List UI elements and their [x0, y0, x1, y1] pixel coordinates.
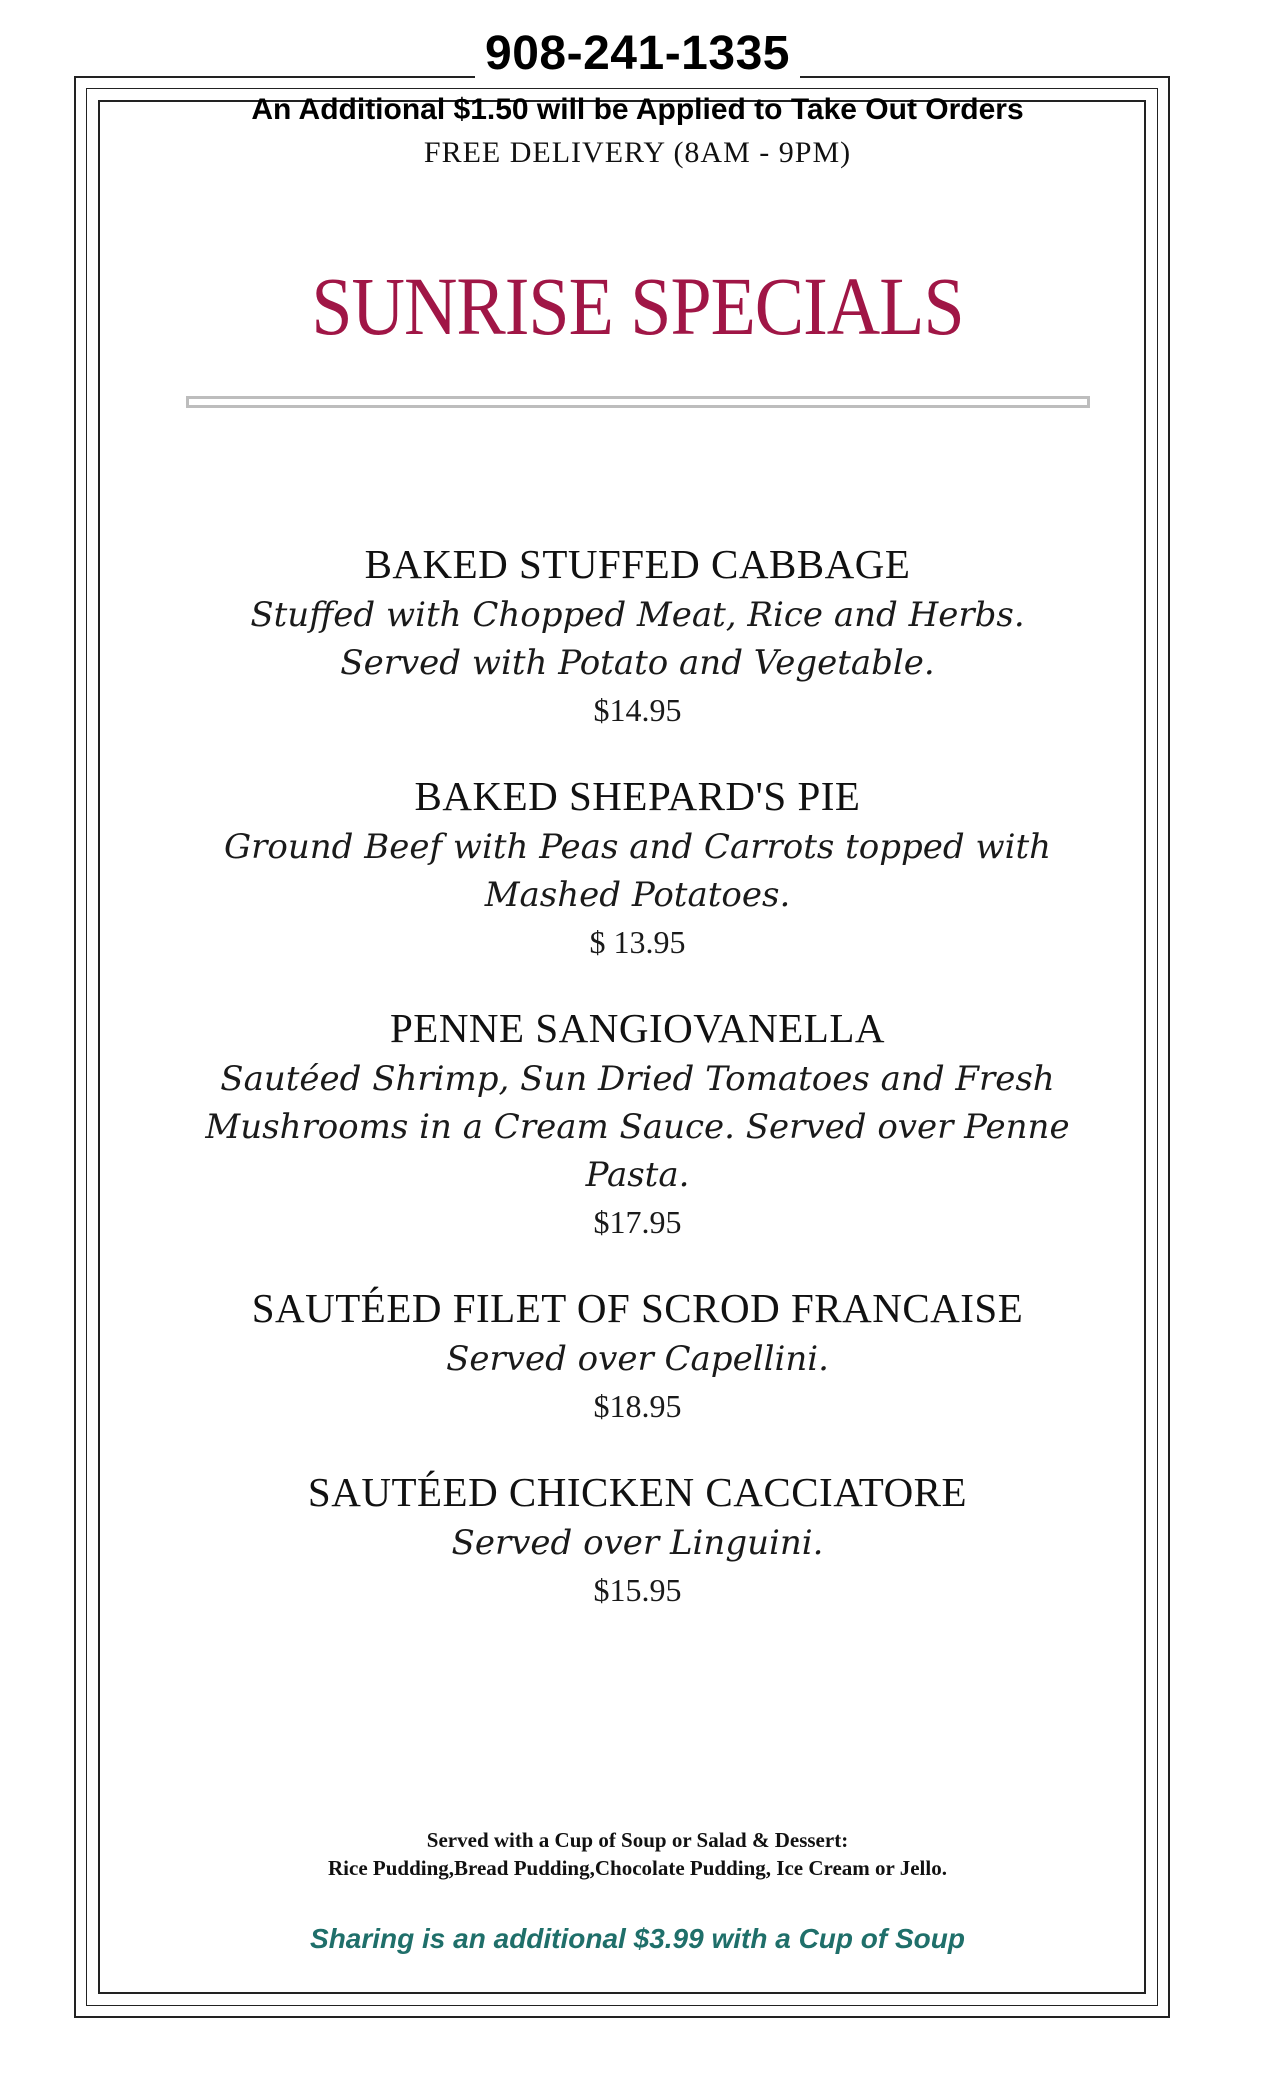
- item-description: Stuffed with Chopped Meat, Rice and Herbs. Served with Potato and Vegetable.: [250, 595, 1025, 683]
- menu-item: [170, 1281, 1105, 1429]
- item-price: $15.95: [593, 1572, 682, 1608]
- item-name: BAKED SHEPARD'S PIE: [414, 773, 861, 819]
- takeout-notice: An Additional $1.50 will be Applied to Take Out Orders: [251, 93, 1024, 126]
- menu-item: [170, 769, 1105, 965]
- divider-rule: [186, 396, 1090, 408]
- item-name: SAUTÉED CHICKEN CACCIATORE: [307, 1469, 968, 1515]
- served-with-note: [0, 1826, 1275, 1882]
- item-description: Ground Beef with Peas and Carrots topped with Mashed Potatoes.: [223, 827, 1052, 915]
- sharing-note: Sharing is an additional $3.99 with a Cup of Soup: [310, 1923, 965, 1954]
- item-price: $18.95: [593, 1388, 682, 1424]
- item-name: BAKED STUFFED CABBAGE: [364, 541, 911, 587]
- menu-items: [170, 537, 1105, 1649]
- item-name: SAUTÉED FILET OF SCROD FRANCAISE: [251, 1285, 1024, 1331]
- phone-number-text: 908-241-1335: [475, 27, 800, 80]
- menu-item: [170, 537, 1105, 733]
- item-description: Served over Capellini.: [446, 1339, 829, 1379]
- phone-number: [0, 24, 1275, 84]
- menu-item: [170, 1001, 1105, 1245]
- item-description: Served over Linguini.: [451, 1523, 824, 1563]
- item-description: Sautéed Shrimp, Sun Dried Tomatoes and Fresh Mushrooms in a Cream Sauce. Served over Penne Pasta.: [205, 1059, 1070, 1195]
- served-with-line: Served with a Cup of Soup or Salad & Dessert:: [426, 1828, 849, 1852]
- section-title: SUNRISE SPECIALS: [311, 261, 964, 353]
- delivery-notice: FREE DELIVERY (8AM - 9PM): [423, 136, 852, 169]
- item-name: PENNE SANGIOVANELLA: [389, 1005, 886, 1051]
- dessert-options-line: Rice Pudding,Bread Pudding,Chocolate Pudding, Ice Cream or Jello.: [328, 1856, 947, 1880]
- item-price: $14.95: [593, 692, 682, 728]
- item-price: $17.95: [593, 1204, 682, 1240]
- item-price: $ 13.95: [589, 924, 686, 960]
- menu-item: [170, 1465, 1105, 1613]
